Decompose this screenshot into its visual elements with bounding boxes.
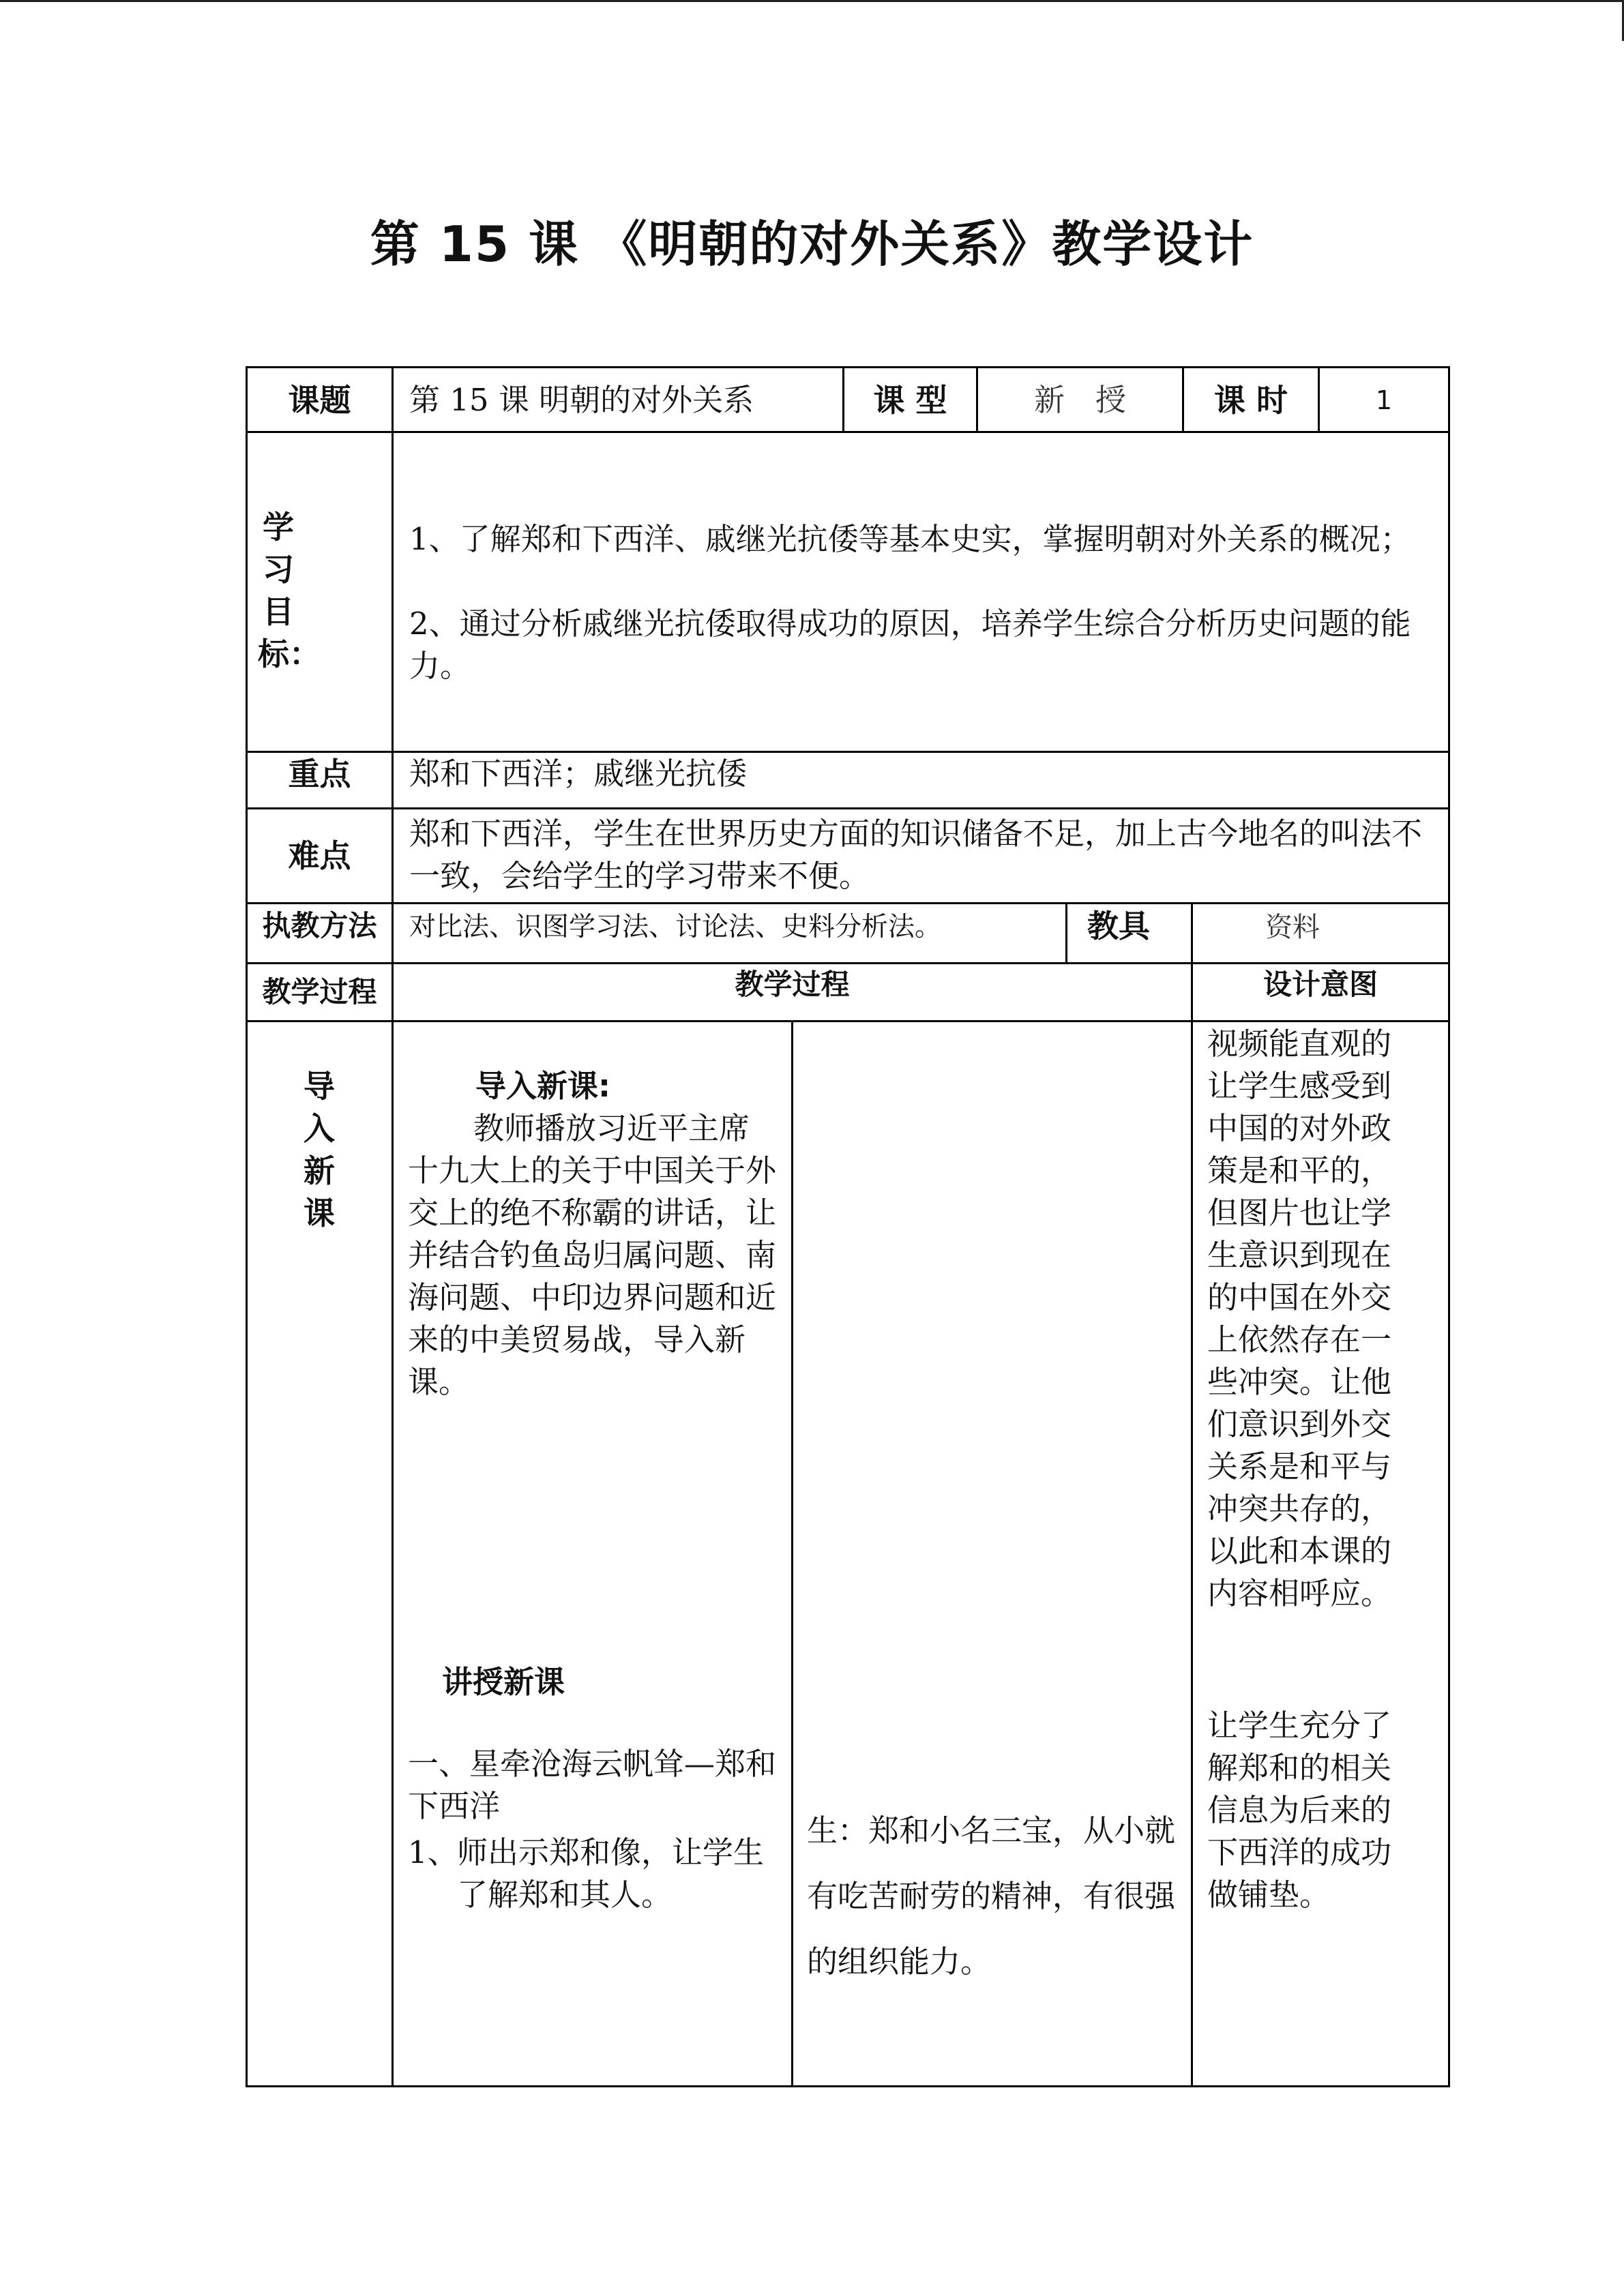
hours-value: 1 — [1375, 385, 1393, 415]
topic-value: 第 15 课 明朝的对外关系 — [409, 382, 754, 418]
methods-label: 执教方法 — [262, 909, 377, 942]
table-line — [246, 366, 248, 2087]
lecture-item-number: 1、 — [408, 1834, 458, 1870]
table-line — [1191, 902, 1193, 964]
intent-column-header: 设计意图 — [1263, 968, 1378, 1001]
table-line — [246, 902, 1450, 904]
table-line — [246, 807, 1450, 809]
table-line — [1448, 366, 1450, 2087]
lecture-intent: 让学生充分了解郑和的相关信息为后来的下西洋的成功做铺垫。 — [1207, 1708, 1392, 1913]
methods-value: 对比法、识图学习法、讨论法、史料分析法。 — [409, 912, 942, 942]
hours-label: 课 时 — [1213, 382, 1288, 419]
type-label: 课 型 — [873, 382, 947, 419]
objective-2: 2、通过分析戚继光抗倭取得成功的原因，培养学生综合分析历史问题的能力。 — [409, 606, 1411, 684]
difficulties-label: 难点 — [288, 837, 351, 874]
process-label: 教学过程 — [262, 975, 377, 1009]
table-line — [246, 2085, 1450, 2087]
lecture-item-text: 师出示郑和像，让学生了解郑和其人。 — [457, 1834, 765, 1913]
process-column-header: 教学过程 — [735, 968, 850, 1001]
intro-label: 导入新课 — [304, 1068, 335, 1232]
lecture-heading: 讲授新课 — [442, 1664, 565, 1700]
lecture-section-title: 一、星牵沧海云帆耸—郑和下西洋 — [408, 1746, 777, 1824]
table-line — [1191, 962, 1193, 2087]
student-response: 生：郑和小名三宝，从小就有吃苦耐劳的精神，有很强的组织能力。 — [807, 1813, 1176, 1980]
intro-intent: 视频能直观的让学生感受到中国的对外政策是和平的，但图片也让学生意识到现在的中国在外交上依然存在一些冲突。让他们意识到外交关系是和平与冲突共存的，以此和本课的内容相呼应。 — [1207, 1026, 1392, 1611]
key-points-value: 郑和下西洋；戚继光抗倭 — [409, 756, 748, 792]
type-value: 新 授 — [1033, 382, 1126, 418]
document-title: 第 15 课 《明朝的对外关系》教学设计 — [370, 215, 1254, 273]
table-line — [246, 1020, 1450, 1022]
tools-label: 教具 — [1087, 908, 1150, 944]
tools-value: 资料 — [1265, 912, 1320, 943]
table-line — [246, 366, 1450, 368]
table-line — [246, 431, 1450, 433]
objectives-label: 学习目标： — [258, 509, 321, 672]
intro-text: 教师播放习近平主席十九大上的关于中国关于外交上的绝不称霸的讲话，让并结合钓鱼岛归属问题、南海问题、中印边界问题和近来的中美贸易战，导入新课。 — [408, 1110, 777, 1400]
table-line — [392, 366, 394, 2087]
page-top-border — [0, 0, 1624, 2]
intro-heading: 导入新课: — [475, 1068, 610, 1104]
difficulties-value: 郑和下西洋，学生在世界历史方面的知识储备不足，加上古今地名的叫法不一致，会给学生的学习带来不便。 — [409, 816, 1423, 894]
topic-label: 课题 — [288, 382, 351, 419]
objective-1: 1、了解郑和下西洋、戚继光抗倭等基本史实，掌握明朝对外关系的概况； — [409, 521, 1411, 557]
key-points-label: 重点 — [288, 756, 351, 792]
table-line — [791, 1020, 793, 2087]
